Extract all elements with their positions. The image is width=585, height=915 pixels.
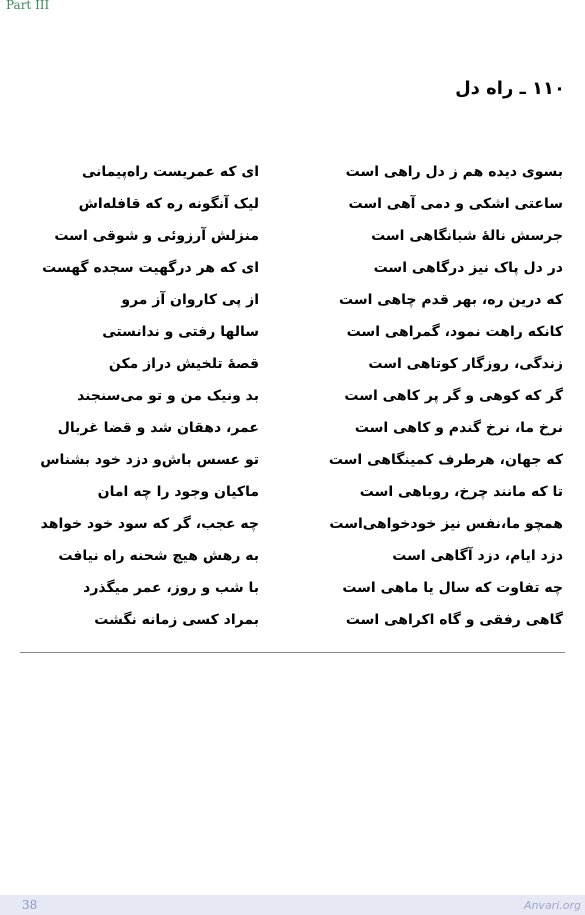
couplet: [0, 610, 585, 642]
hemistich-second: چه تفاوت که سال یا ماهی است: [342, 580, 563, 596]
couplet: [0, 258, 585, 290]
hemistich-second: کانکه راهت نمود، گمراهی است: [346, 324, 563, 340]
hemistich-first: ای که هر درگهیت سجده گهست: [42, 260, 259, 276]
couplet: [0, 450, 585, 482]
couplet: [0, 386, 585, 418]
hemistich-first: بد ونیک من و تو می‌سنجند: [77, 388, 259, 404]
couplet: [0, 418, 585, 450]
hemistich-second: بسوی دیده هم ز دل راهی است: [345, 164, 563, 180]
hemistich-second: در دل پاک نیز درگاهی است: [373, 260, 563, 276]
hemistich-second: دزد ایام، دزد آگاهی است: [392, 548, 563, 564]
hemistich-first: ای که عمریست راه‌پیمانی: [81, 164, 259, 180]
hemistich-first: چه عجب، گر که سود خود خواهد: [40, 516, 259, 532]
couplet: [0, 194, 585, 226]
hemistich-second: زندگی، روزگار کوتاهی است: [368, 356, 563, 372]
hemistich-first: قصهٔ تلخیش دراز مکن: [108, 356, 259, 372]
page-footer: [0, 895, 585, 915]
hemistich-first: با شب و روز، عمر میگذرد: [83, 580, 259, 596]
couplet: [0, 514, 585, 546]
watermark: Anvari.org: [523, 899, 581, 912]
couplet: [0, 322, 585, 354]
hemistich-second: گاهی رفقی و گاه اکراهی است: [345, 612, 563, 628]
hemistich-second: تا که مانند چرخ، روباهی است: [359, 484, 563, 500]
hemistich-second: جرسش نالهٔ شبانگاهی است: [371, 228, 563, 244]
hemistich-second: که جهان، هرطرف کمینگاهی است: [328, 452, 563, 468]
couplet: [0, 162, 585, 194]
hemistich-second: گر که کوهی و گر پر کاهی است: [344, 388, 563, 404]
couplet: [0, 354, 585, 386]
hemistich-second: همچو ما،نفس نیز خودخواهی‌است: [329, 516, 563, 532]
couplet: [0, 290, 585, 322]
couplet: [0, 482, 585, 514]
running-head: Part III: [6, 0, 50, 12]
hemistich-second: نرخ ما، نرخ گندم و کاهی است: [354, 420, 563, 436]
hemistich-second: ساعتی اشکی و دمی آهی است: [348, 196, 563, 212]
hemistich-first: لیک آنگونه ره که قافله‌اش: [78, 196, 259, 212]
hemistich-first: از پی کاروان آز مرو: [121, 292, 259, 308]
couplet: [0, 578, 585, 610]
hemistich-first: سالها رفتی و ندانستی: [102, 324, 259, 340]
divider-rule: [20, 652, 565, 653]
hemistich-first: بمراد کسی زمانه نگشت: [94, 612, 259, 628]
hemistich-second: که درین ره، بهر قدم چاهی است: [339, 292, 563, 308]
hemistich-first: منزلش آرزوئی و شوقی است: [54, 228, 259, 244]
couplet: [0, 226, 585, 258]
couplet: [0, 546, 585, 578]
hemistich-first: تو عسس باش‌و دزد خود بشناس: [40, 452, 259, 468]
poem: [0, 162, 585, 642]
hemistich-first: ماکیان وجود را چه امان: [97, 484, 259, 500]
page-number: 38: [22, 898, 38, 912]
hemistich-first: به رهش هیچ شحنه راه نیافت: [58, 548, 259, 564]
poem-title: ۱۱۰ ـ راه دل: [455, 78, 565, 99]
hemistich-first: عمر، دهقان شد و قضا غربال: [57, 420, 259, 436]
